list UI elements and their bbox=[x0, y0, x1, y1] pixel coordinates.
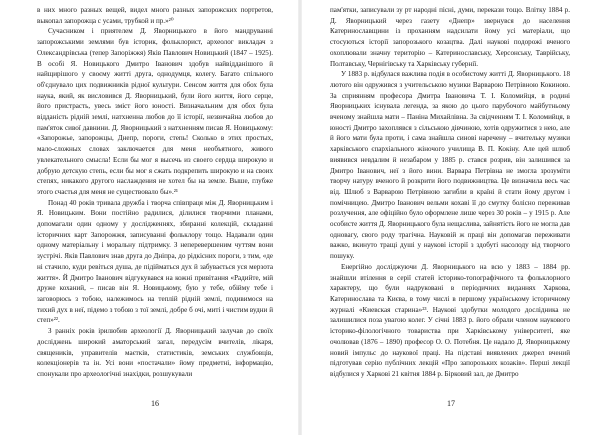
right-page-number: 17 bbox=[447, 399, 455, 408]
left-page bbox=[0, 0, 296, 435]
left-paragraph-3: Понад 40 років тривала дружба і творча співпраця між Д. Яворницьким і Я. Новицьким. Вони постійно радилися, ділилися творчими планами, допомагали один одному у дослідженнях, збиранні колекцій, складанні історичних карт Запорожжя, записуванні фольклору тощо. Надавали один одному матеріальну і моральну підтримку. З неперевершеним чуттям вони зустрічі. Яків Павлович знав друга до Дніпра, до рідкісних пороги, з тим, «де ні стачило, куди ревіться душа, де підійматься дух й забувається уся мерзота життя». Й Дмитро Іванович відгукувався на кожні привітання «Радийте, мій друже коханий, – писав він Я. Новицькому, бую у тебе, обійму тебе і заговорюсь з тобою, належимось на теплій рідній землі, подивимося на тихий дух в неї, підемо з тобою з тої землі, добре б очі, миті і чистим вудни й степ»²². bbox=[37, 198, 273, 325]
left-page-text bbox=[37, 5, 273, 380]
book-gutter bbox=[298, 0, 302, 435]
left-page-number: 16 bbox=[151, 399, 159, 408]
left-paragraph-4: З ранніх років ірилюбив археології Д. Яворницький залучав до своїх досліджень широкий аматорський загал, передусім вчителів, лікаря, священиків, управителів маєтків, статистиків, земських службовців, колекціонерів та ін. Усі вони «постачали» йому предметні, інформацію, спонукали про археологічні знахідки, розшукували bbox=[37, 327, 273, 378]
right-paragraph-1: пам'ятки, записували зу рт народні пісні, думи, перекази тощо. Влітку 1884 р. Д. Яворницький через газету «Днепр» звернувся до населення Катеринославщини із проханням надсилати йому усі матеріали, що стосуються історії запорозького козацтва. Далі наукові подорожі вченого охоплювали значну територію – Катеринославську, Херсонську, Таврійську, Полтавську, Чернігівську та Харківську губернії. bbox=[330, 6, 570, 68]
right-paragraph-3: Енергійно досліджуючи Д. Яворницького на всю у 1883 – 1884 рр. знайшли втілення в серії статей історико-топографічного та фольклорного характеру, що були надруковані в періодичних виданнях Харкова, Катеринослава та Києва, в тому числі в першому українському історичному журналі «Киевская старина»²³. Наукові здобутки молодого дослідника не залишилися поза увагою колег. У січні 1883 р. його обрали членом наукового історико-філологічного товариства при Харківському університеті, яке очолював (1876 – 1890) професор О. О. Потебня. Це надало Д. Яворницькому новий імпульс до наукової праці. На підставі виявлених джерел вчений підготував серію публічних лекцій «Про запорозьких козаків». Перші лекції відбулися у Харкові 21 квітня 1884 р. Бірковий зал, де Дмитро bbox=[330, 262, 570, 378]
right-paragraph-2: У 1883 р. відбулася важлива подія в особистому житті Д. Яворницького. 18 лютого він одружився з учительською музики Варварою Петрівною Кокиною. За сприянням професора Дмитра Івановича Т. І. Коломийця, в родині Яворницьких існувала легенда, за якою до цього парубочого майбутньому вченому знайшла мати – Паніна Михайлівна. За свідченням Т. І. Коломийця, в юності Дмитро захоплявся з сільською дівчиною, хотів одружитися з нею, але й його мати була проти, і сама знайшла синові наречену – вчительку музики харківського єпархіального жіночого училища В. П. Кокіну. Але цей шлюб виявився невдалим й незабаром у 1885 р. стався розрив, він залишився за Дмитро Іванович, неї з його вини. Варвара Петрівна не змогла зрозуміти творчу натуру вченого й розкрити його подвижництва. Це визначила весь час від. Шлюб з Варварою Петрівною загибли в країні й стати йому другом і помічницею. Дмитро Іванович вельми кохаві її до смутку болісно переживав розлучення, але офіційно було оформлене лише через 30 років – у 1915 р. Але особисте життя Д. Яворницького була нещаслива, зайнятість його не могла дав одновагу, свого роду трагічна. Науковій ж праці він допомагав переживати важко, вкинуто тращі душі у наукові історії з здобуті насолоду від творчого пошуку. bbox=[330, 70, 570, 261]
right-page-text bbox=[330, 5, 570, 380]
left-paragraph-1: в них много разных вещей, видел много разных запорожских портретов, выкопал запорожца с усами, трубкой и пр.»²⁰ bbox=[37, 6, 273, 25]
right-page bbox=[304, 0, 600, 435]
left-paragraph-2: Сучасником і приятелем Д. Яворницького в його мандруванні запорожськими землями був історик, фольклорист, археолог викладач з Олександрівська (тепер Запоріжжя) Яків Павлович Новицький (1847 – 1925). В особі Я. Новицького Дмитро Іванович здобув найвідданішого й найщирішого у своєму житті друга, однодумця, колегу. Багато спільного об'єднувало цих подвижників рідної культури. Сенсом життя для обох була наука, який, як висловився Д. Яворницький, були його життя, його серце, його пристрасть, увесь зміст його юності. Визначальним для обох була відданість рідній землі, натхненна любов до її історії, незвичайна любов до пам'яток сивої давнини. Д. Яворницький з натхненням писав Я. Новицькому: «Запорожье, запорожцы, Днепр, пороги, степь! Сколько в этих простых, мало-сложных словах заключается для меня необъятного, живого увлекательного смысла! Если бы мог я высечь из своего сердца широкую и добрую детскую степь, если бы мог я сжать подкрепить широкую и на своих степях, никакого другого наслаждения не хотел бы на земле. Выше, глубже этого счастья для меня не существовало бы».²¹ bbox=[37, 27, 273, 196]
